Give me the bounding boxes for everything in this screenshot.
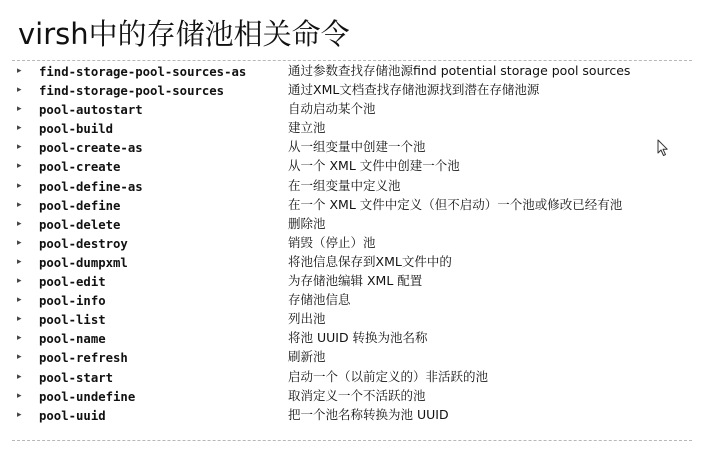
bullet-arrow-icon: ▸ [17, 218, 22, 229]
command-description: 把一个池名称转换为池 UUID [288, 406, 449, 422]
command-row [0, 100, 704, 119]
bullet-arrow-icon: ▸ [17, 199, 22, 210]
bullet-arrow-icon: ▸ [17, 256, 22, 267]
bullet-arrow-icon: ▸ [17, 123, 22, 134]
command-row [0, 215, 704, 234]
command-description: 在一组变量中定义池 [288, 177, 401, 193]
bullet-arrow-icon: ▸ [17, 142, 22, 153]
command-row [0, 119, 704, 138]
bullet-arrow-icon: ▸ [17, 180, 22, 191]
command-row [0, 387, 704, 406]
command-list [0, 62, 704, 425]
bottom-divider [12, 440, 692, 441]
bullet-arrow-icon: ▸ [17, 161, 22, 172]
command-row [0, 310, 704, 329]
command-row [0, 253, 704, 272]
bullet-arrow-icon: ▸ [17, 371, 22, 382]
command-description: 刷新池 [288, 349, 326, 365]
command-name: pool-undefine [39, 389, 136, 404]
command-row [0, 291, 704, 310]
bullet-arrow-icon: ▸ [17, 314, 22, 325]
command-name: pool-dumpxml [39, 255, 128, 270]
command-name: find-storage-pool-sources-as [39, 65, 247, 79]
command-description: 从一个 XML 文件中创建一个池 [288, 158, 460, 174]
command-description: 存储池信息 [288, 292, 351, 308]
command-name: pool-start [39, 370, 114, 385]
command-description: 通过XML文档查找存储池源找到潜在存储池源 [288, 82, 540, 98]
bullet-arrow-icon: ▸ [17, 295, 22, 306]
bullet-arrow-icon: ▸ [17, 85, 22, 96]
command-description: 启动一个（以前定义的）非活跃的池 [288, 368, 489, 384]
command-description: 取消定义一个不活跃的池 [288, 387, 426, 403]
command-row [0, 157, 704, 176]
command-name: pool-name [39, 332, 106, 347]
command-description: 自动启动某个池 [288, 101, 376, 117]
command-row [0, 348, 704, 367]
bullet-arrow-icon: ▸ [17, 66, 22, 76]
command-name: pool-delete [39, 217, 121, 232]
bullet-arrow-icon: ▸ [17, 333, 22, 344]
command-row [0, 177, 704, 196]
mouse-cursor-icon [657, 139, 669, 157]
command-row [0, 138, 704, 157]
command-row [0, 81, 704, 100]
command-row [0, 329, 704, 348]
command-name: pool-build [39, 122, 114, 137]
command-description: 列出池 [288, 311, 326, 327]
command-row [0, 62, 704, 81]
command-name: pool-autostart [39, 103, 143, 118]
command-description: 从一组变量中创建一个池 [288, 139, 426, 155]
command-name: pool-create-as [39, 141, 143, 156]
command-description: 建立池 [288, 120, 326, 136]
title-divider [12, 60, 692, 61]
command-description: 将池信息保存到XML文件中的 [288, 253, 452, 269]
command-description: 删除池 [288, 215, 326, 231]
command-description: 在一个 XML 文件中定义（但不启动）一个池或修改已经有池 [288, 196, 623, 212]
command-name: pool-info [39, 294, 106, 309]
command-row [0, 234, 704, 253]
command-description: 销毁（停止）池 [288, 234, 376, 250]
command-description: 为存储池编辑 XML 配置 [288, 273, 423, 289]
command-name: pool-create [39, 160, 121, 175]
bullet-arrow-icon: ▸ [17, 276, 22, 287]
command-name: pool-define [39, 198, 121, 213]
command-name: pool-refresh [39, 351, 128, 366]
command-name: pool-destroy [39, 236, 128, 251]
command-row [0, 272, 704, 291]
command-row [0, 406, 704, 425]
command-description: 通过参数查找存储池源find potential storage pool sources [288, 63, 631, 78]
command-description: 将池 UUID 转换为池名称 [288, 330, 428, 346]
command-name: find-storage-pool-sources [39, 84, 225, 99]
bullet-arrow-icon: ▸ [17, 409, 22, 420]
command-row [0, 368, 704, 387]
command-name: pool-list [39, 313, 106, 328]
command-row [0, 196, 704, 215]
page-title: virsh中的存储池相关命令 [18, 17, 350, 51]
command-name: pool-uuid [39, 408, 106, 423]
bullet-arrow-icon: ▸ [17, 237, 22, 248]
bullet-arrow-icon: ▸ [17, 104, 22, 115]
command-name: pool-define-as [39, 179, 143, 194]
bullet-arrow-icon: ▸ [17, 352, 22, 363]
bullet-arrow-icon: ▸ [17, 390, 22, 401]
command-name: pool-edit [39, 275, 106, 290]
